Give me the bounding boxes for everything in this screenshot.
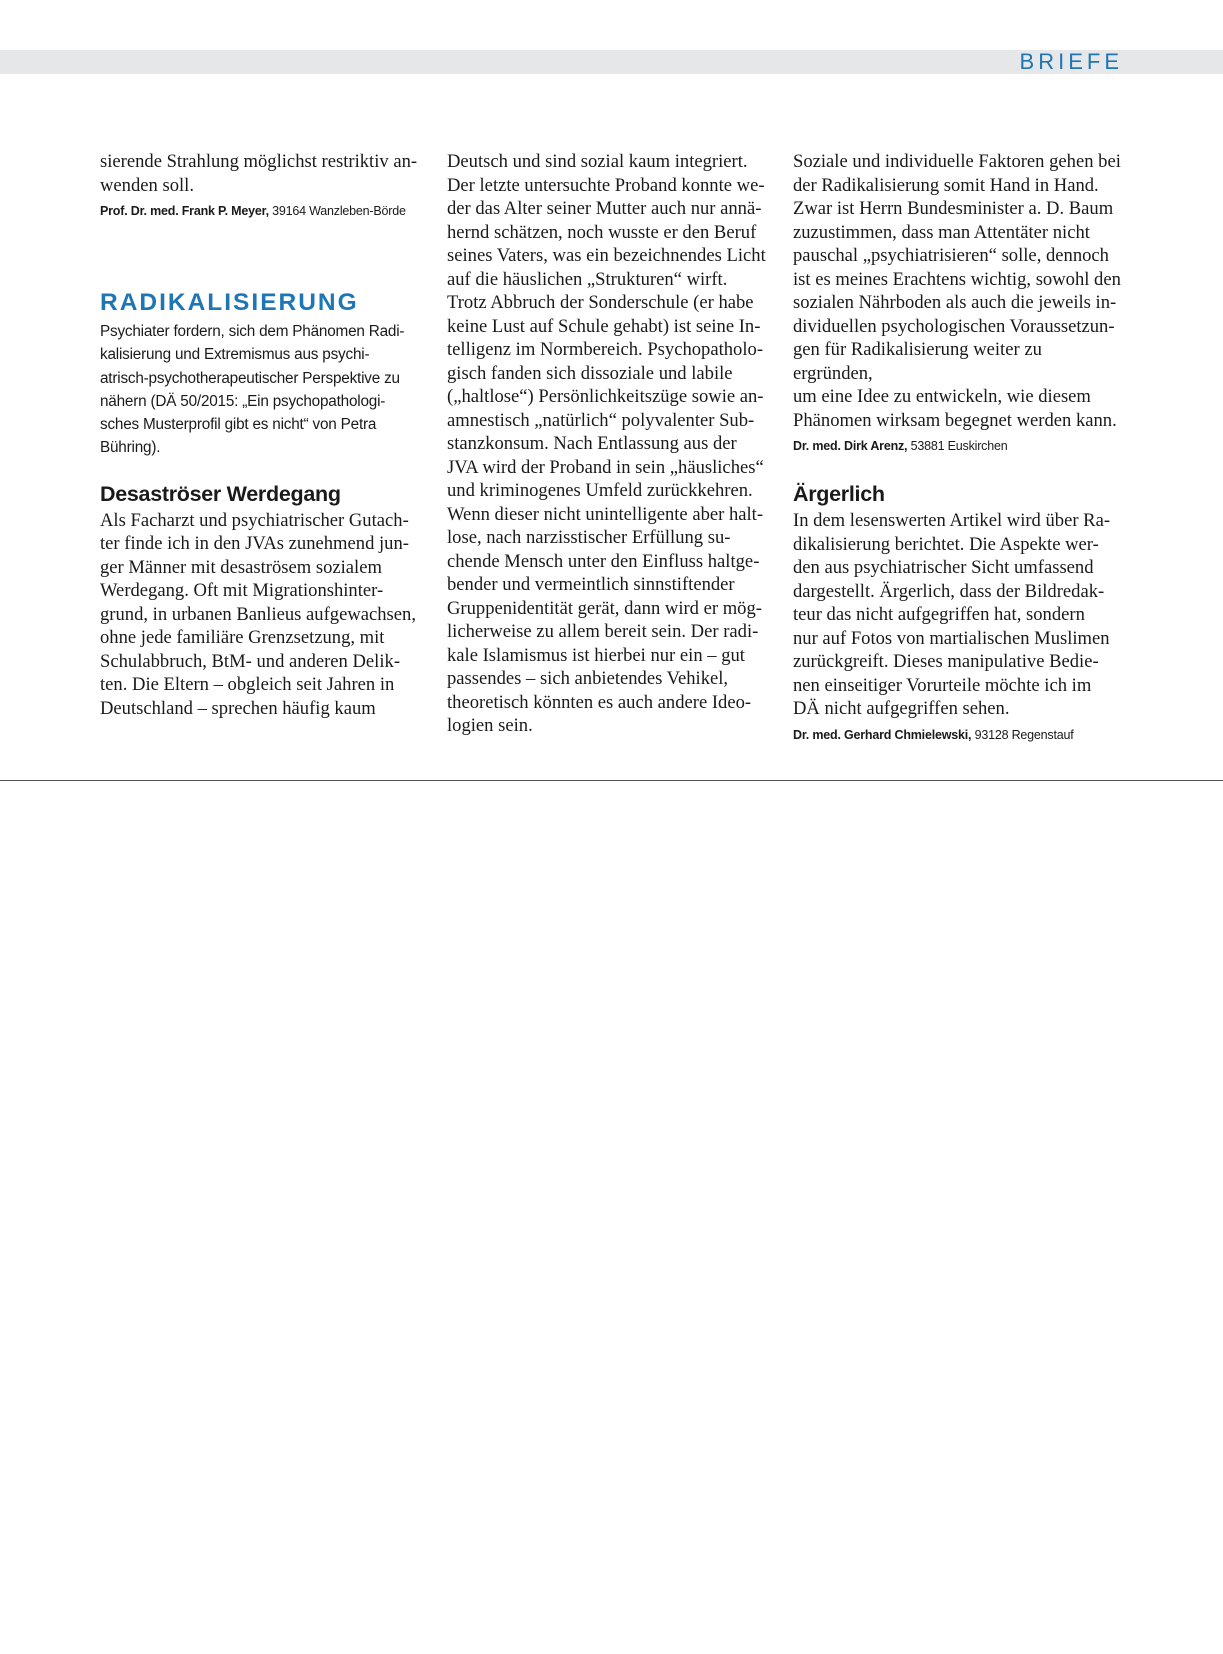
- signature-name: Dr. med. Gerhard Chmielewski,: [793, 727, 972, 742]
- letter-body-text: Als Facharzt und psychiatrischer Gutach- ter finde ich in den JVAs zunehmend jun- ger Männer mit desaströsem sozialem Werdegang. Oft mit Migrationshinter- grund, in urbanen Banlieus aufgewachsen, ohne jede familiäre Grenzsetzung, mit Schulabbruch, BtM- und anderen Delik- ten. Die Eltern – obgleich seit Jahren in Deutschland – sprechen häufig kaum: [100, 509, 416, 719]
- letter-headline: Ärgerlich: [793, 482, 885, 506]
- signature-place: 93128 Regenstauf: [971, 727, 1074, 742]
- signature-name: Prof. Dr. med. Frank P. Meyer,: [100, 204, 269, 218]
- letter-signature: [100, 203, 430, 219]
- column-2: [447, 150, 777, 738]
- letter-body-text: Deutsch und sind sozial kaum integriert. Der letzte untersuchte Proband konnte we- der das Alter seiner Mutter auch nur annä- hernd schätzen, noch wusste er den Beruf seines Vaters, was ein bezeichnendes Licht auf die häuslichen „Strukturen“ wirft. Trotz Abbruch der Sonderschule (er habe keine Lust auf Schule gehabt) ist seine In- telligenz im Normbereich. Psychopatholo- gisch fanden sich dissoziale und labile („haltlose“) Persönlichkeitszüge sowie an- amnestisch „natürlich“ polyvalenter Sub- stanzkonsum. Nach Entlassung aus der JVA wird der Proband in sein „häusliches“ und kriminogenes Umfeld zurückkehren. Wenn dieser nicht unintelligente aber halt- lose, nach narzisstischer Erfüllung su- chende Mensch unter den Einfluss haltge- bender und vermeintlich sinnstiftender Gruppenidentität gerät, dann wird er mög- licherweise zu allem bereit sein. Der radi- kale Islamismus ist hierbei nur ein – gut passendes – sich anbietendes Vehikel, theoretisch könnten es auch andere Ideo- logien sein.: [447, 151, 766, 736]
- letter-body-text: In dem lesenswerten Artikel wird über Ra- dikalisierung berichtet. Die Aspekte wer- den aus psychiatrischer Sicht umfassend dargestellt. Ärgerlich, dass der Bildredak- teur das nicht aufgegriffen hat, sondern nur auf Fotos von martialischen Muslimen zurückgreift. Dieses manipulative Bedie- nen einseitiger Vorurteile möchte ich im DÄ nicht aufgegriffen sehen.: [793, 510, 1111, 719]
- topic-kicker: RADIKALISIERUNG: [100, 289, 359, 316]
- letter-body-text: Soziale und individuelle Faktoren gehen bei der Radikalisierung somit Hand in Hand. Zwar ist Herrn Bundesminister a. D. Baum zuzustimmen, dass man Attentäter nicht pauschal „psychiatrisieren“ solle, dennoch ist es meines Erachtens wichtig, sowohl den sozialen Nährboden als auch die jeweils in- dividuellen psychologischen Voraussetzun- gen für Radikalisierung weiter zu ergründen, um eine Idee zu entwickeln, wie diesem Phänomen wirksam begegnet werden kann.: [793, 151, 1121, 431]
- letter-continuation-text: sierende Strahlung möglichst restriktiv an- wenden soll.: [100, 151, 418, 196]
- section-title: BRIEFE: [1019, 49, 1123, 74]
- page-divider: [0, 780, 1223, 781]
- signature-place: 53881 Euskirchen: [907, 439, 1008, 453]
- signature-place: 39164 Wanzleben-Börde: [268, 204, 406, 218]
- letter-headline: Desaströser Werdegang: [100, 481, 341, 506]
- letter-signature: [793, 438, 1123, 454]
- signature-name: Dr. med. Dirk Arenz,: [793, 439, 908, 453]
- column-1: [100, 150, 430, 720]
- topic-teaser: Psychiater fordern, sich dem Phänomen Radi- kalisierung und Extremismus aus psychi- atrisch-psychotherapeutischer Perspektive zu nähern (DÄ 50/2015: „Ein psychopathologi- sches Musterprofil gibt es nicht“ von Petra Bühring).: [100, 323, 405, 457]
- column-3: [793, 150, 1123, 743]
- letter-signature: [793, 727, 1123, 743]
